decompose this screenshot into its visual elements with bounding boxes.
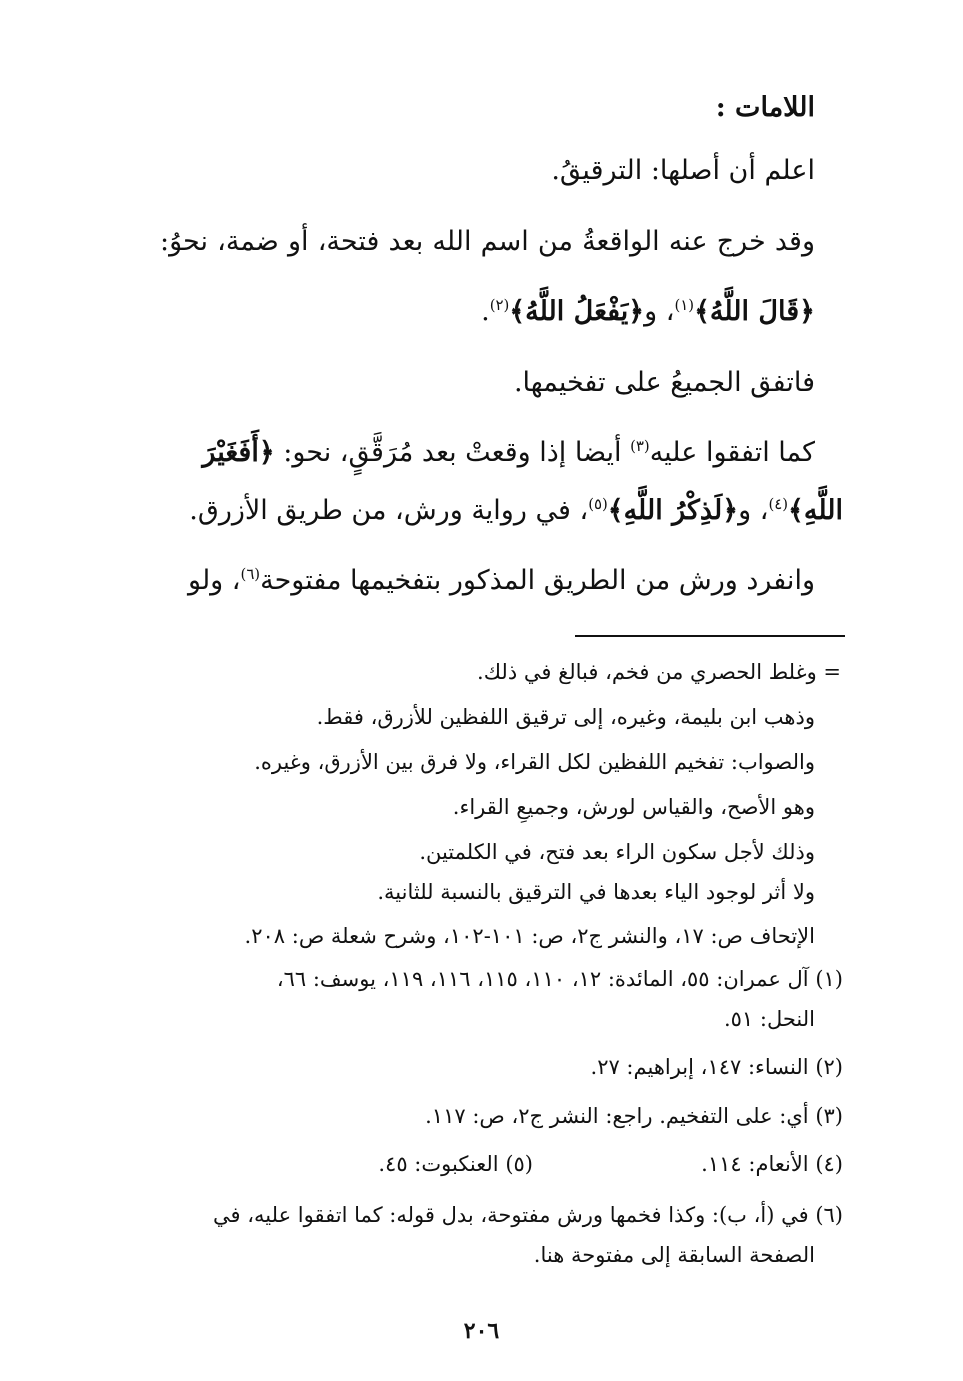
body-text: وانفرد ورش من الطريق المذكور بتفخيمها مفتوحة — [260, 565, 815, 596]
footnote-text: في (أ، ب): وكذا فخمها ورش مفتوحة، بدل قوله: كما اتفقوا عليه، في — [213, 1203, 809, 1227]
footnote-continued-line: وذلك لأجل سكون الراء بعد فتح، في الكلمتين. — [419, 840, 815, 864]
footnote-number: (٥) — [505, 1152, 533, 1176]
footnote-4 — [701, 1152, 843, 1176]
footnote-number: (٢) — [815, 1055, 843, 1079]
page-number: ٢٠٦ — [463, 1318, 500, 1344]
footnote-ref-6: (٦) — [240, 565, 261, 583]
quran-quote-4: ﴿لَذِكْرُ اللَّهِ﴾ — [607, 495, 739, 526]
footnote-continued-line: وهو الأصح، والقياس لورش، وجميعِ القراء. — [452, 795, 815, 819]
footnote-1 — [277, 967, 843, 991]
quran-quote-3: ﴿أَفَغَيْرَ — [202, 437, 275, 468]
footnote-number: (٦) — [815, 1203, 843, 1227]
footnote-continued-line: والصواب: تفخيم اللفظين لكل القراء، ولا فرق بين الأزرق، وغيره. — [254, 750, 815, 774]
body-text: ، ولو — [188, 565, 241, 596]
footnote-continued-line: ولا أثر لوجود الياء بعدها في الترقيق بالنسبة للثانية. — [377, 880, 815, 904]
body-line-7 — [188, 565, 815, 596]
footnote-number: (٣) — [815, 1104, 843, 1128]
body-text: . — [481, 296, 490, 327]
body-text: كما اتفقوا عليه — [649, 437, 815, 468]
body-line-5 — [125, 437, 815, 468]
body-text: ، و — [644, 296, 675, 327]
body-text: أيضا إذا وقعتْ بعد مُرَقَّقٍ، نحو: — [274, 437, 631, 468]
footnote-ref-2: (٢) — [489, 296, 510, 314]
quran-quote-3-end: اللَّهِ﴾ — [788, 495, 843, 526]
body-line-6 — [189, 495, 843, 526]
body-text: ، و — [738, 495, 769, 526]
quran-quote-2: ﴿يَفْعَلُ اللَّهُ﴾ — [509, 296, 645, 327]
footnote-continued-line: = وغلط الحصري من فخم، فبالغ في ذلك. — [477, 660, 841, 684]
footnote-source-line: الإتحاف ص: ١٧، والنشر ج٢، ص: ١٠١-١٠٢، وشرح شعلة ص: ٢٠٨. — [244, 924, 815, 948]
footnote-1-line-2: النحل: ٥١. — [723, 1007, 815, 1031]
footnote-2 — [591, 1055, 844, 1079]
footnote-5 — [378, 1152, 533, 1176]
footnote-ref-3: (٣) — [630, 437, 650, 455]
footnote-separator — [575, 635, 845, 637]
footnote-ref-1: (١) — [674, 296, 695, 314]
body-line-1: اعلم أن أصلها: الترقيقُ. — [551, 155, 815, 186]
footnote-text: آل عمران: ٥٥، المائدة: ١٢، ١١٠، ١١٥، ١١٦، ١١٩، يوسف: ٦٦، — [276, 967, 809, 991]
footnote-number: (١) — [815, 967, 843, 991]
quran-quote-1: ﴿قَالَ اللَّهُ﴾ — [694, 296, 815, 327]
footnote-text: الأنعام: ١١٤. — [701, 1152, 809, 1176]
footnote-text: النساء: ١٤٧، إبراهيم: ٢٧. — [590, 1055, 809, 1079]
footnote-continued-line: وذهب ابن بليمة، وغيره، إلى ترقيق اللفظين للأزرق، فقط. — [316, 705, 815, 729]
footnote-text: العنكبوت: ٤٥. — [378, 1152, 499, 1176]
footnote-6-line-2: الصفحة السابقة إلى مفتوحة هنا. — [533, 1243, 815, 1267]
section-heading: اللامات : — [715, 92, 815, 123]
body-line-4: فاتفق الجميعُ على تفخيمها. — [513, 367, 815, 398]
footnote-ref-5: (٥) — [588, 495, 608, 513]
footnote-6 — [213, 1203, 843, 1227]
body-line-2: وقد خرج عنه الواقعةُ من اسم الله بعد فتحة، أو ضمة، نحوُ: — [160, 226, 815, 257]
footnote-text: أي: على التفخيم. راجع: النشر ج٢، ص: ١١٧. — [425, 1104, 809, 1128]
footnote-number: (٤) — [815, 1152, 843, 1176]
footnote-ref-4: (٤) — [768, 495, 789, 513]
body-text: ، في رواية ورش، من طريق الأزرق. — [189, 495, 589, 526]
footnote-3 — [425, 1104, 843, 1128]
body-line-3 — [481, 296, 815, 327]
